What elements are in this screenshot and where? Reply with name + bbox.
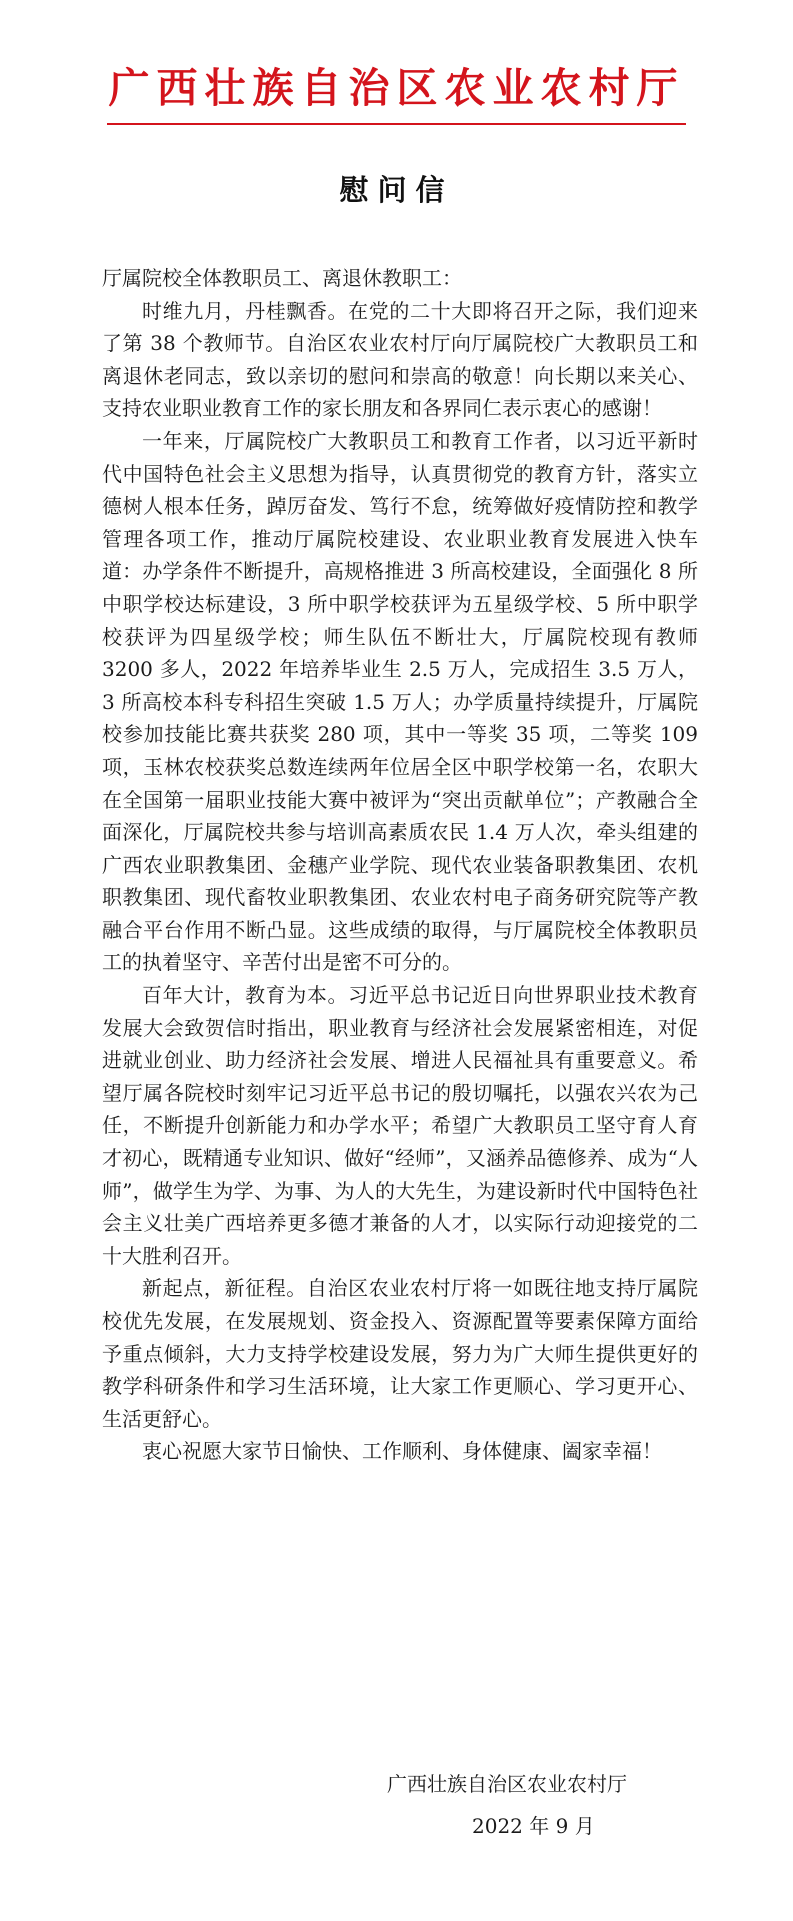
letter-body [102,262,698,1468]
letterhead-title: 广西壮族自治区农业农村厅 [108,64,685,112]
paragraph-expectations: 百年大计，教育为本。习近平总书记近日向世界职业技术教育发展大会致贺信时指出，职业教育与经济社会发展紧密相连，对促进就业创业、助力经济社会发展、增进人民福祉具有重要意义。希望厅属各院校时刻牢记习近平总书记的殷切嘱托，以强农兴农为己任，不断提升创新能力和办学水平；希望广大教职员工坚守育人育才初心，既精通专业知识、做好“经师”，又涵养品德修养、成为“人师”，做学生为学、为事、为人的大先生，为建设新时代中国特色社会主义壮美广西培养更多德才兼备的人才，以实际行动迎接党的二十大胜利召开。 [102,983,698,1268]
letterhead-divider [107,123,686,125]
document-title: 慰问信 [339,173,454,207]
salutation: 厅属院校全体教职员工、离退休教职工： [102,266,462,290]
signature-date: 2022 年 9 月 [472,1814,595,1838]
signature-organization: 广西壮族自治区农业农村厅 [387,1772,627,1796]
paragraph-support: 新起点，新征程。自治区农业农村厅将一如既往地支持厅属院校优先发展，在发展规划、资金投入、资源配置等要素保障方面给予重点倾斜，大力支持学校建设发展，努力为广大师生提供更好的教学科研条件和学习生活环境，让大家工作更顺心、学习更开心、生活更舒心。 [102,1276,698,1431]
paragraph-greeting: 时维九月，丹桂飘香。在党的二十大即将召开之际，我们迎来了第 38 个教师节。自治区农业农村厅向厅属院校广大教职员工和离退休老同志，致以亲切的慰问和崇高的敬意！向长期以来关心、支持农业职业教育工作的家长朋友和各界同仁表示衷心的感谢！ [102,298,698,421]
paragraph-wishes: 衷心祝愿大家节日愉快、工作顺利、身体健康、阖家幸福！ [142,1439,662,1464]
paragraph-achievements: 一年来，厅属院校广大教职员工和教育工作者，以习近平新时代中国特色社会主义思想为指导，认真贯彻党的教育方针，落实立德树人根本任务，踔厉奋发、笃行不怠，统筹做好疫情防控和教学管理各项工作，推动厅属院校建设、农业职业教育发展进入快车道：办学条件不断提升，高规格推进 3 所高校建设，全面强化 8 所中职学校达标建设，3 所中职学校获评为五星级学校、5 所中职学校获评为四星级学校；师生队伍不断壮大，厅属院校现有教师 3200 多人，2022 年培养毕业生 2.5 万人，完成招生 3.5 万人，3 所高校本科专科招生突破 1.5 万人；办学质量持续提升，厅属院校参加技能比赛共获奖 280 项，其中一等奖 35 项，二等奖 109 项，玉林农校获奖总数连续两年位居全区中职学校第一名，农职大在全国第一届职业技能大赛中被评为“突出贡献单位”；产教融合全面深化，厅属院校共参与培训高素质农民 1.4 万人次，牵头组建的广西农业职教集团、金穗产业学院、现代农业装备职教集团、农机职教集团、现代畜牧业职教集团、农业农村电子商务研究院等产教融合平台作用不断凸显。这些成绩的取得，与厅属院校全体教职员工的执着坚守、辛苦付出是密不可分的。 [102,428,698,975]
